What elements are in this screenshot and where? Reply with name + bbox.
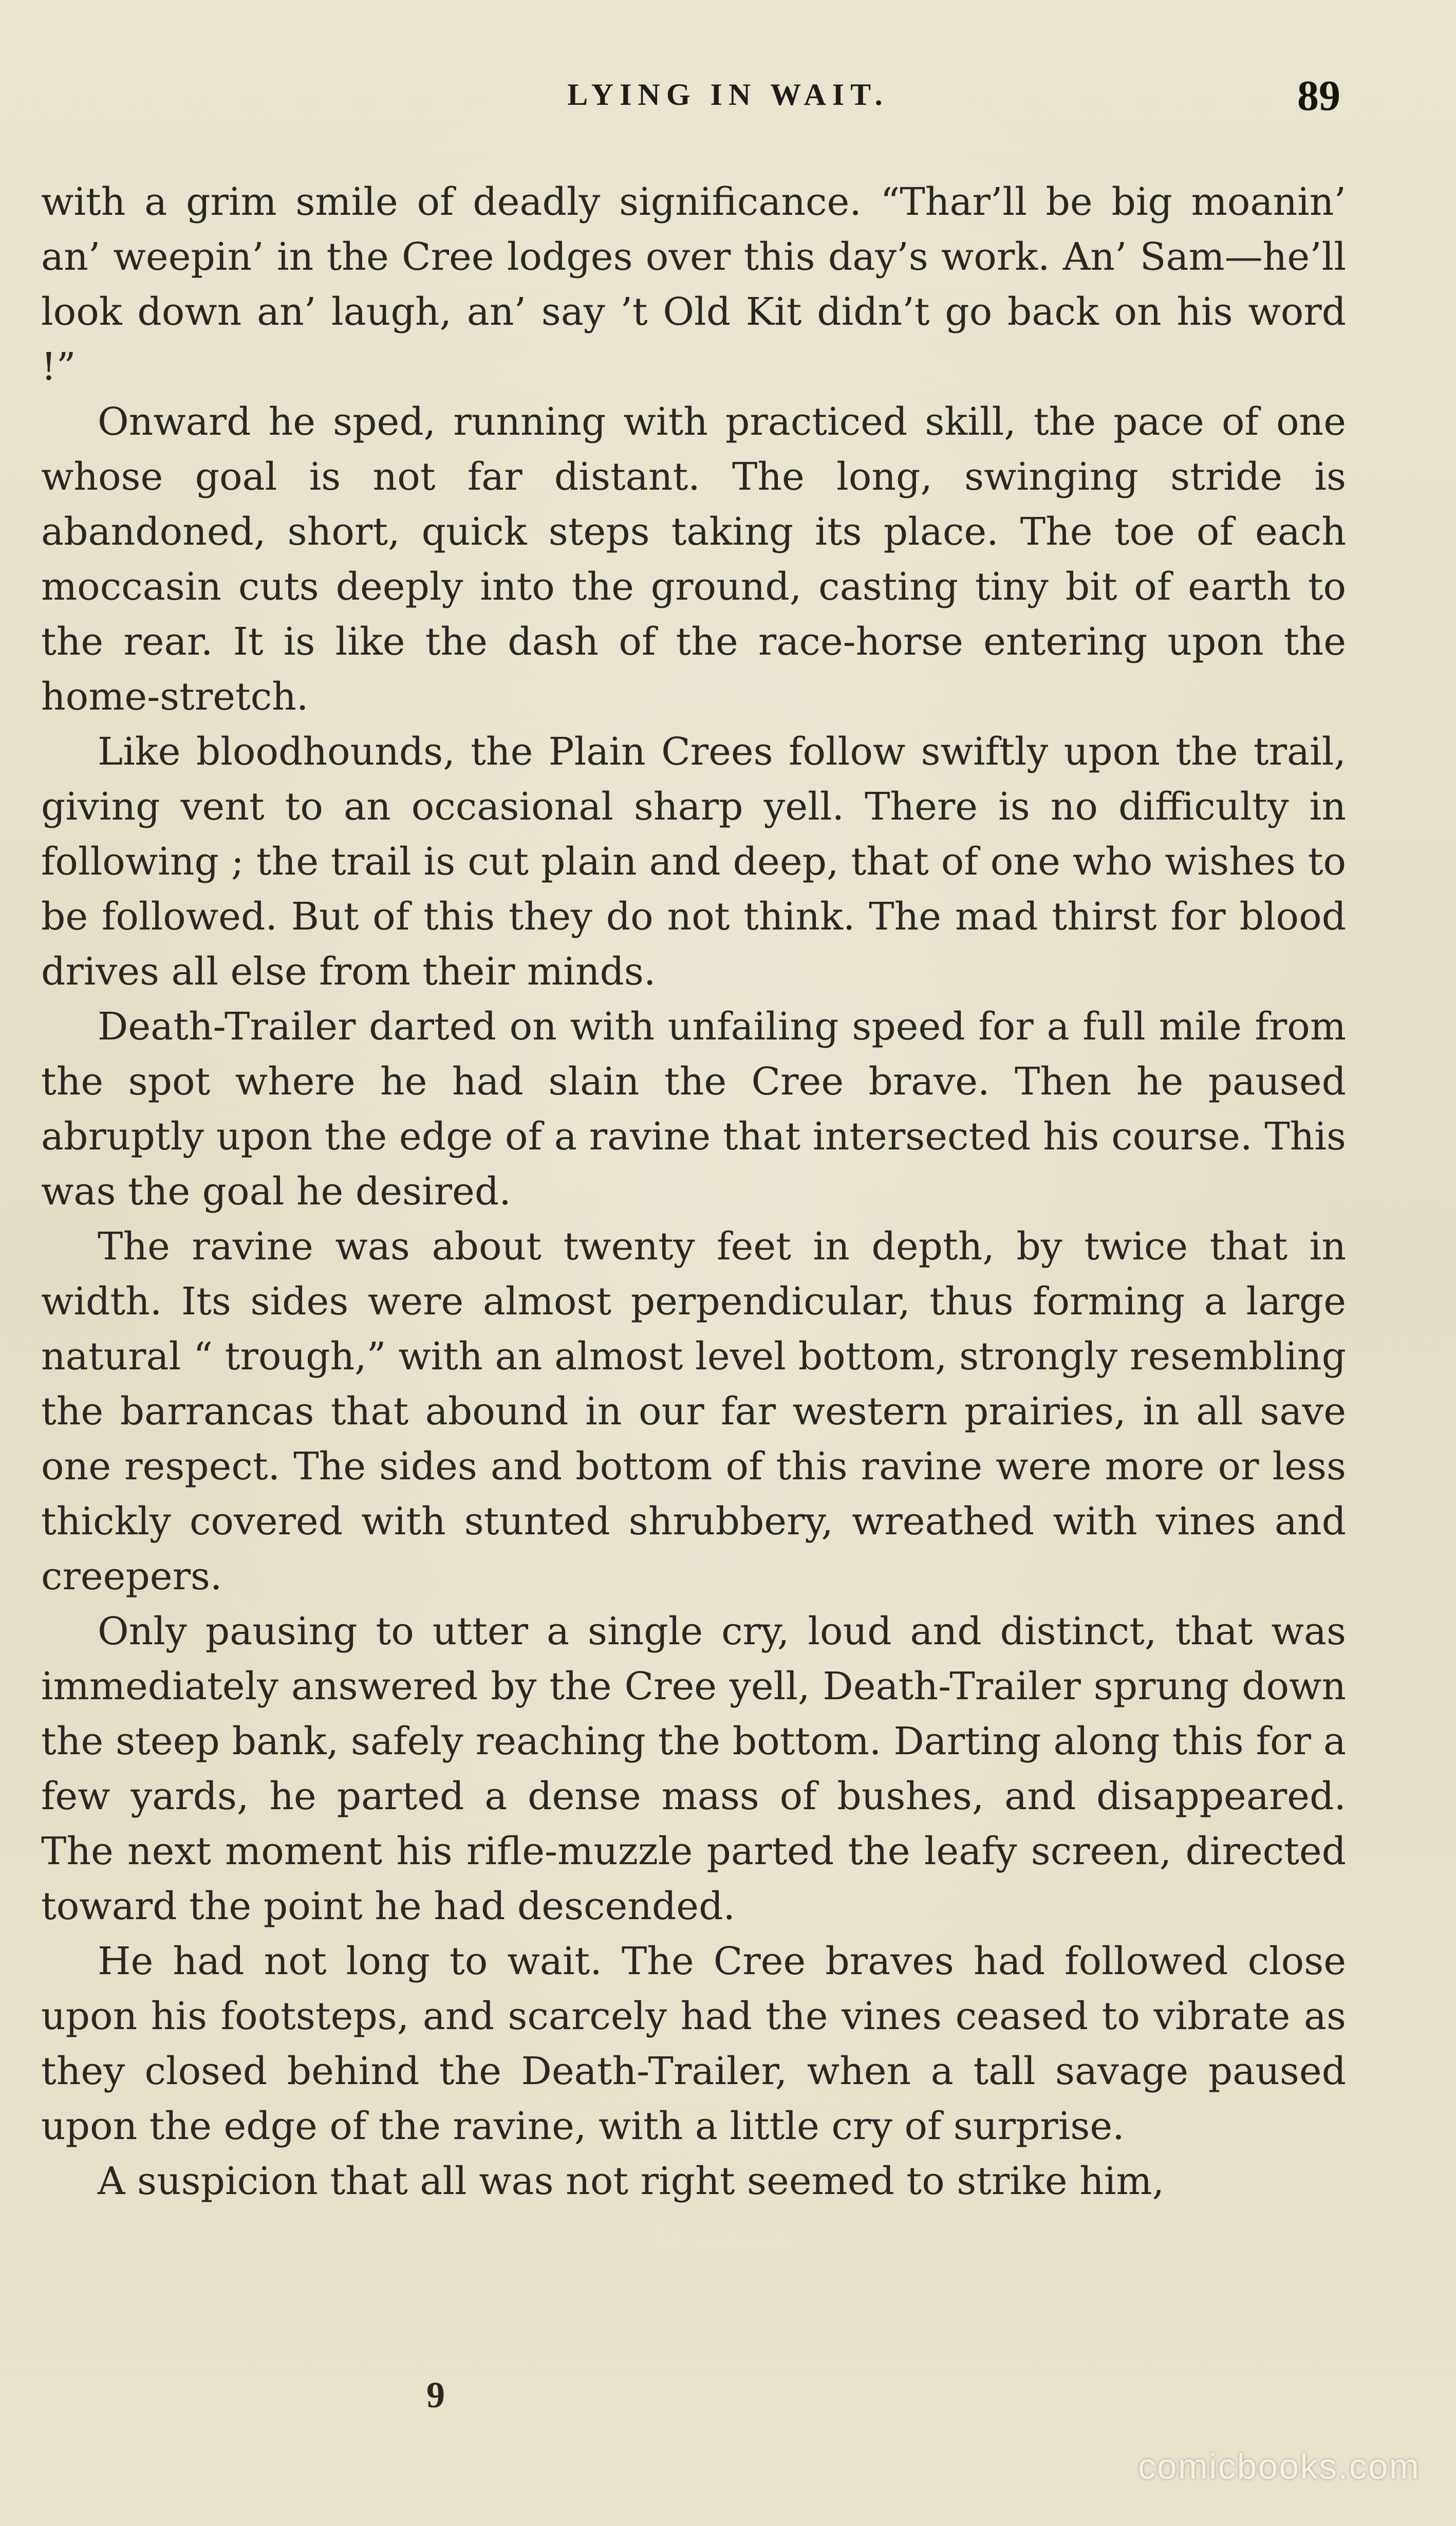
- paragraph-6: Only pausing to utter a single cry, loud and distinct, that was immediately answered by the Cree yell, Death-Trailer sprung down the steep bank, safely reaching the bottom. Darting along this for a few yards, he parted a dense mass of bushes, and disappeared. The next moment his rifle-muzzle parted the leafy screen, directed toward the point he had descended.: [41, 1609, 1346, 1928]
- running-title: LYING IN WAIT.: [567, 78, 889, 112]
- paragraph-5: The ravine was about twenty feet in depth, by twice that in width. Its sides were almost perpendicular, thus forming a large natural “ trough,” with an almost level bottom, strongly resembling the barrancas that abound in our far western prairies, in all save one respect. The sides and bottom of this ravine were more or less thickly covered with stunted shrubbery, wreathed with vines and creepers.: [41, 1224, 1346, 1599]
- paragraph-4: Death-Trailer darted on with unfailing speed for a full mile from the spot where he had slain the Cree brave. Then he paused abruptly upon the edge of a ravine that intersected his course. This was the goal he desired.: [41, 1005, 1346, 1214]
- signature-mark: 9: [426, 2374, 445, 2416]
- paragraph-8: A suspicion that all was not right seemed to strike him,: [98, 2159, 1165, 2203]
- paragraph-1: with a grim smile of deadly significance. “Thar’ll be big moanin’ an’ weepin’ in the Cree lodges over this day’s work. An’ Sam—he’ll look down an’ laugh, an’ say ’t Old Kit didn’t go back on his word !”: [41, 180, 1346, 389]
- paragraph-2: Onward he sped, running with practiced skill, the pace of one whose goal is not far distant. The long, swinging stride is abandoned, short, quick steps taking its place. The toe of each moccasin cuts deeply into the ground, casting tiny bit of earth to the rear. It is like the dash of the race-horse entering upon the home-stretch.: [41, 400, 1346, 719]
- body-text: [41, 175, 1346, 2209]
- paragraph-3: Like bloodhounds, the Plain Crees follow swiftly upon the trail, giving vent to an occasional sharp yell. There is no difficulty in following ; the trail is cut plain and deep, that of one who wishes to be followed. But of this they do not think. The mad thirst for blood drives all else from their minds.: [41, 730, 1346, 994]
- paragraph-7: He had not long to wait. The Cree braves had followed close upon his footsteps, and scarcely had the vines ceased to vibrate as they closed behind the Death-Trailer, when a tall savage paused upon the edge of the ravine, with a little cry of surprise.: [41, 1939, 1346, 2148]
- page-header: [0, 72, 1456, 123]
- watermark: comicbooks.com: [1137, 2446, 1420, 2486]
- page-number: 89: [1297, 72, 1340, 120]
